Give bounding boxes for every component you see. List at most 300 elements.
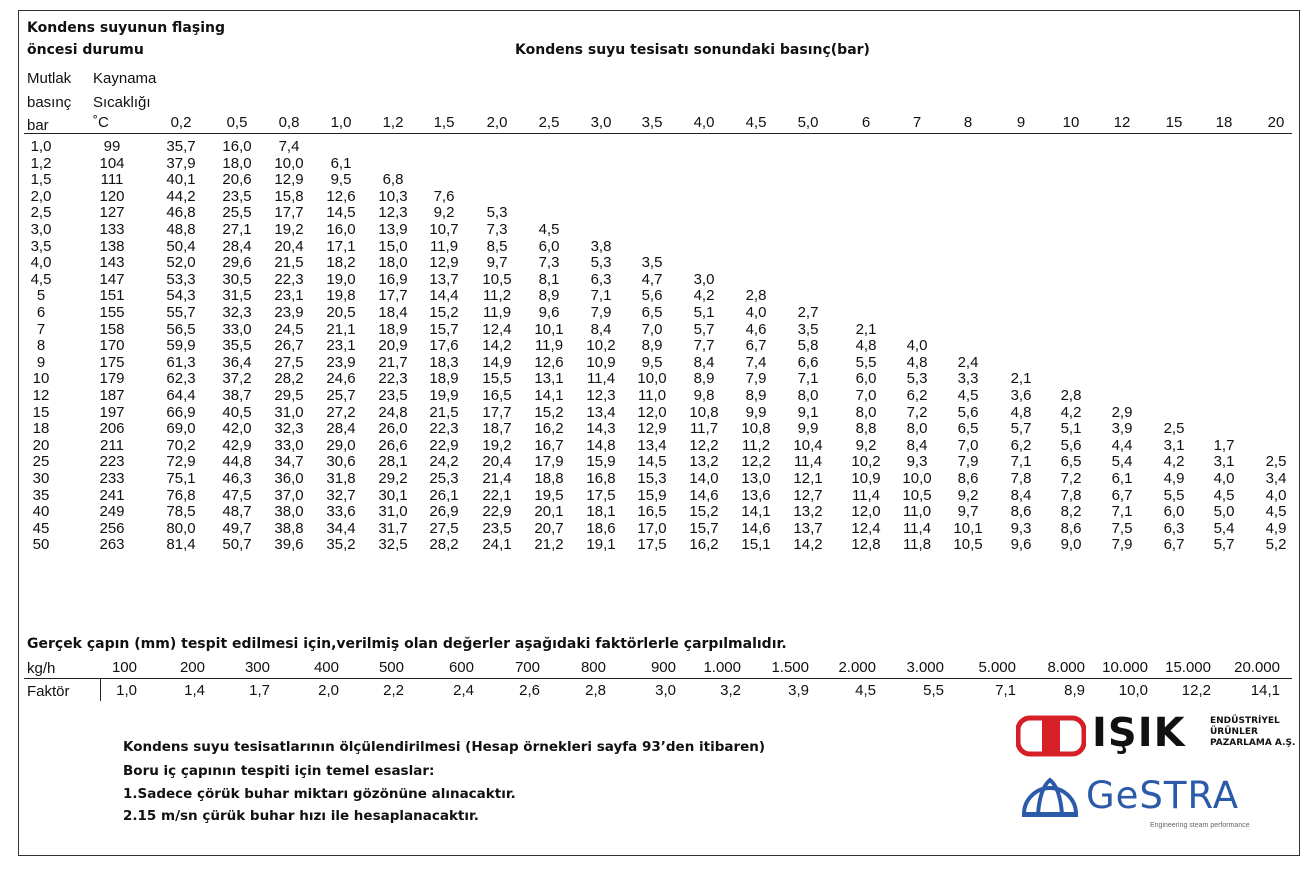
table-cell: 12,0 xyxy=(637,403,667,421)
table-cell: 21,4 xyxy=(482,470,512,487)
table-cell: 12,2 xyxy=(741,453,771,471)
table-cell: 9,2 xyxy=(957,486,979,504)
table-cell: 5,7 xyxy=(1010,420,1032,438)
row-pressure-cell: 9 xyxy=(36,353,46,371)
row-pressure-cell: 1,2 xyxy=(30,154,52,172)
factor-cell: 2,0 xyxy=(318,682,339,699)
table-cell: 8,8 xyxy=(855,420,877,438)
table-cell: 15,3 xyxy=(637,470,667,487)
table-cell: 36,4 xyxy=(222,353,252,371)
table-cell: 7,0 xyxy=(855,387,877,404)
table-cell: 14,5 xyxy=(637,453,667,471)
kaynama-label-1: Kaynama xyxy=(93,70,157,87)
flow-cell: 500 xyxy=(378,659,404,676)
table-cell: 5,6 xyxy=(957,403,979,421)
table-cell: 29,6 xyxy=(222,254,252,272)
table-cell: 14,1 xyxy=(534,387,564,404)
table-cell: 8,6 xyxy=(957,470,979,487)
row-temperature-cell: 111 xyxy=(100,171,124,189)
info-line-3: 1.Sadece çörük buhar miktarı gözönüne alınacaktır. xyxy=(123,786,516,802)
table-cell: 10,5 xyxy=(953,536,983,554)
table-cell: 18,7 xyxy=(482,420,512,438)
table-cell: 6,6 xyxy=(797,353,819,371)
table-cell: 10,9 xyxy=(586,353,616,371)
row-temperature-cell: 211 xyxy=(100,436,124,454)
pressure-column-header: 18 xyxy=(1215,114,1233,131)
table-cell: 14,3 xyxy=(586,420,616,438)
table-cell: 19,0 xyxy=(326,270,356,288)
table-cell: 66,9 xyxy=(166,403,196,421)
factor-cell: 2,4 xyxy=(453,682,474,699)
table-cell: 32,5 xyxy=(378,536,408,554)
table-cell: 3,1 xyxy=(1213,453,1235,471)
table-cell: 18,0 xyxy=(378,254,408,272)
table-cell: 22,3 xyxy=(378,370,408,388)
table-cell: 35,7 xyxy=(166,138,196,155)
factor-title: Gerçek çapın (mm) tespit edilmesi için,verilmiş olan değerler aşağıdaki faktörlerle çarpılmalıdır. xyxy=(27,636,787,652)
pressure-column-header: 7 xyxy=(912,114,922,131)
row-temperature-cell: 170 xyxy=(99,337,125,355)
table-cell: 5,0 xyxy=(1213,503,1235,521)
table-cell: 12,2 xyxy=(689,436,719,454)
table-cell: 37,2 xyxy=(222,370,252,388)
flow-cell: 1.000 xyxy=(703,659,741,676)
table-cell: 69,0 xyxy=(166,420,196,438)
row-temperature-cell: 147 xyxy=(99,270,125,288)
table-cell: 62,3 xyxy=(166,370,196,388)
table-cell: 3,4 xyxy=(1265,470,1287,487)
flow-cell: 15.000 xyxy=(1165,659,1211,676)
flow-cell: 10.000 xyxy=(1102,659,1148,676)
table-cell: 11,9 xyxy=(534,337,564,355)
table-cell: 13,2 xyxy=(689,453,719,471)
table-cell: 5,6 xyxy=(641,287,663,305)
table-cell: 4,2 xyxy=(1163,453,1185,471)
table-cell: 10,8 xyxy=(741,420,771,438)
flow-cell: 5.000 xyxy=(978,659,1016,676)
pressure-column-header: 2,0 xyxy=(486,114,508,131)
table-cell: 44,8 xyxy=(222,453,252,471)
table-cell: 4,0 xyxy=(745,304,767,321)
table-cell: 6,7 xyxy=(1163,536,1185,554)
gestra-logo xyxy=(1020,768,1280,832)
table-cell: 10,9 xyxy=(851,470,881,487)
table-cell: 9,6 xyxy=(538,304,560,321)
table-cell: 13,6 xyxy=(741,486,771,504)
table-cell: 5,7 xyxy=(1213,536,1235,554)
table-cell: 25,5 xyxy=(222,204,252,222)
flow-cell: 400 xyxy=(313,659,339,676)
kaynama-label-3: ˚C xyxy=(93,114,109,131)
table-cell: 11,2 xyxy=(482,287,512,305)
pressure-column-header: 1,0 xyxy=(330,114,352,131)
row-pressure-cell: 15 xyxy=(32,403,50,421)
table-cell: 30,6 xyxy=(326,453,356,471)
flow-cell: 600 xyxy=(448,659,474,676)
table-cell: 5,3 xyxy=(590,254,612,272)
table-cell: 30,5 xyxy=(222,270,252,288)
pressure-column-header: 1,2 xyxy=(382,114,404,131)
table-cell: 21,7 xyxy=(378,353,408,371)
table-cell: 7,1 xyxy=(1111,503,1133,521)
table-cell: 1,7 xyxy=(1213,436,1235,454)
table-cell: 5,5 xyxy=(855,353,877,371)
table-cell: 7,3 xyxy=(538,254,560,272)
table-cell: 12,9 xyxy=(429,254,459,272)
table-cell: 7,3 xyxy=(486,221,508,238)
table-cell: 38,0 xyxy=(274,503,304,521)
table-cell: 33,6 xyxy=(326,503,356,521)
table-cell: 6,1 xyxy=(1111,470,1133,487)
row-temperature-cell: 155 xyxy=(99,304,125,321)
table-cell: 15,9 xyxy=(637,486,667,504)
table-cell: 7,9 xyxy=(1111,536,1133,554)
table-cell: 6,7 xyxy=(745,337,767,355)
row-pressure-cell: 1,0 xyxy=(30,138,52,155)
table-cell: 9,3 xyxy=(1010,519,1032,537)
table-cell: 28,1 xyxy=(378,453,408,471)
table-cell: 78,5 xyxy=(166,503,196,521)
table-cell: 5,1 xyxy=(1060,420,1082,438)
table-cell: 27,1 xyxy=(222,221,252,238)
table-cell: 9,6 xyxy=(1010,536,1032,554)
table-cell: 32,3 xyxy=(274,420,304,438)
table-cell: 24,8 xyxy=(378,403,408,421)
table-cell: 72,9 xyxy=(166,453,196,471)
table-cell: 19,2 xyxy=(482,436,512,454)
table-cell: 13,7 xyxy=(429,270,459,288)
table-cell: 4,9 xyxy=(1163,470,1185,487)
row-pressure-cell: 4,5 xyxy=(30,270,52,288)
table-cell: 3,1 xyxy=(1163,436,1185,454)
table-cell: 4,2 xyxy=(1060,403,1082,421)
table-cell: 14,2 xyxy=(793,536,823,554)
table-cell: 14,4 xyxy=(429,287,459,305)
table-cell: 31,8 xyxy=(326,470,356,487)
table-cell: 28,2 xyxy=(429,536,459,554)
table-cell: 61,3 xyxy=(166,353,196,371)
table-cell: 20,4 xyxy=(482,453,512,471)
table-cell: 9,7 xyxy=(486,254,508,272)
table-cell: 2,5 xyxy=(1163,420,1185,438)
table-cell: 2,7 xyxy=(797,304,819,321)
row-temperature-cell: 127 xyxy=(99,204,125,222)
row-pressure-cell: 2,5 xyxy=(30,204,52,222)
table-cell: 25,3 xyxy=(429,470,459,487)
table-cell: 8,4 xyxy=(906,436,928,454)
table-cell: 8,9 xyxy=(693,370,715,388)
pressure-column-header: 3,5 xyxy=(641,114,663,131)
table-cell: 7,9 xyxy=(745,370,767,388)
table-cell: 6,1 xyxy=(330,154,352,172)
table-cell: 7,2 xyxy=(1060,470,1082,487)
flow-cell: 8.000 xyxy=(1047,659,1085,676)
table-cell: 15,2 xyxy=(534,403,564,421)
table-cell: 32,7 xyxy=(326,486,356,504)
gestra-tagline: Engineering steam performance xyxy=(1150,822,1250,829)
table-cell: 28,2 xyxy=(274,370,304,388)
table-cell: 17,7 xyxy=(482,403,512,421)
table-cell: 14,6 xyxy=(689,486,719,504)
row-temperature-cell: 206 xyxy=(99,420,125,438)
left-header-line2: öncesi durumu xyxy=(27,42,144,58)
table-cell: 7,0 xyxy=(957,436,979,454)
factor-cell: 2,2 xyxy=(383,682,404,699)
table-cell: 10,0 xyxy=(637,370,667,388)
pressure-column-header: 0,2 xyxy=(170,114,192,131)
table-cell: 4,2 xyxy=(693,287,715,305)
table-cell: 5,6 xyxy=(1060,436,1082,454)
table-cell: 18,8 xyxy=(534,470,564,487)
table-cell: 46,8 xyxy=(166,204,196,222)
factor-cell: 12,2 xyxy=(1181,682,1211,699)
mutlak-label-3: bar xyxy=(27,117,49,134)
table-cell: 11,4 xyxy=(851,486,881,504)
table-cell: 4,5 xyxy=(538,221,560,238)
table-cell: 14,5 xyxy=(326,204,356,222)
table-cell: 20,4 xyxy=(274,237,304,255)
row-temperature-cell: 223 xyxy=(99,453,125,471)
row-temperature-cell: 249 xyxy=(99,503,125,521)
left-header-line1: Kondens suyunun flaşing xyxy=(27,20,225,36)
table-cell: 31,5 xyxy=(222,287,252,305)
table-cell: 8,6 xyxy=(1010,503,1032,521)
mutlak-label-2: basınç xyxy=(27,94,72,111)
table-cell: 15,9 xyxy=(586,453,616,471)
table-cell: 7,8 xyxy=(1010,470,1032,487)
table-cell: 3,3 xyxy=(957,370,979,388)
table-cell: 20,7 xyxy=(534,519,564,537)
row-pressure-cell: 6 xyxy=(36,304,46,321)
table-cell: 4,8 xyxy=(855,337,877,355)
table-cell: 4,0 xyxy=(1265,486,1287,504)
table-cell: 5,8 xyxy=(797,337,819,355)
table-cell: 48,8 xyxy=(166,221,196,238)
table-cell: 46,3 xyxy=(222,470,252,487)
table-cell: 50,7 xyxy=(222,536,252,554)
table-cell: 9,9 xyxy=(797,420,819,438)
table-cell: 16,2 xyxy=(534,420,564,438)
flow-cell: 800 xyxy=(580,659,606,676)
table-cell: 6,0 xyxy=(1163,503,1185,521)
table-cell: 29,0 xyxy=(326,436,356,454)
factor-cell: 2,6 xyxy=(519,682,540,699)
table-cell: 4,0 xyxy=(906,337,928,355)
table-cell: 47,5 xyxy=(222,486,252,504)
factor-table-divider xyxy=(24,678,1292,679)
table-cell: 19,5 xyxy=(534,486,564,504)
table-cell: 70,2 xyxy=(166,436,196,454)
pressure-column-header: 6 xyxy=(861,114,871,131)
table-cell: 7,9 xyxy=(590,304,612,321)
table-cell: 23,5 xyxy=(482,519,512,537)
table-cell: 7,1 xyxy=(590,287,612,305)
factor-cell: 7,1 xyxy=(995,682,1016,699)
table-cell: 9,2 xyxy=(855,436,877,454)
factor-cell: 5,5 xyxy=(923,682,944,699)
table-cell: 12,4 xyxy=(851,519,881,537)
pressure-column-header: 0,8 xyxy=(278,114,300,131)
table-cell: 12,0 xyxy=(851,503,881,521)
table-cell: 6,3 xyxy=(1163,519,1185,537)
table-cell: 7,5 xyxy=(1111,519,1133,537)
table-cell: 40,1 xyxy=(166,171,196,189)
row-pressure-cell: 1,5 xyxy=(30,171,52,189)
table-cell: 12,8 xyxy=(851,536,881,554)
pressure-column-header: 12 xyxy=(1113,114,1131,131)
table-cell: 25,7 xyxy=(326,387,356,404)
row-temperature-cell: 175 xyxy=(99,353,125,371)
info-line-2: Boru iç çapının tespiti için temel esaslar: xyxy=(123,763,435,779)
table-cell: 18,6 xyxy=(586,519,616,537)
table-cell: 6,5 xyxy=(641,304,663,321)
table-cell: 13,0 xyxy=(741,470,771,487)
pressure-column-header: 3,0 xyxy=(590,114,612,131)
row-temperature-cell: 120 xyxy=(99,187,125,205)
factor-table-vertical-divider xyxy=(100,679,101,701)
isik-name: IŞIK xyxy=(1092,710,1186,756)
kaynama-label-2: Sıcaklığı xyxy=(93,94,151,111)
row-temperature-cell: 233 xyxy=(99,470,125,487)
table-cell: 21,5 xyxy=(274,254,304,272)
table-cell: 16,7 xyxy=(534,436,564,454)
table-cell: 56,5 xyxy=(166,320,196,338)
table-cell: 5,4 xyxy=(1111,453,1133,471)
info-line-4: 2.15 m/sn çürük buhar hızı ile hesaplanacaktır. xyxy=(123,808,479,824)
row-temperature-cell: 151 xyxy=(99,287,125,305)
pressure-column-header: 15 xyxy=(1165,114,1183,131)
table-cell: 18,0 xyxy=(222,154,252,172)
info-line-1: Kondens suyu tesisatlarının ölçülendirilmesi (Hesap örnekleri sayfa 93’den itibaren) xyxy=(123,739,766,755)
table-cell: 12,9 xyxy=(274,171,304,189)
table-cell: 11,0 xyxy=(902,503,932,521)
flow-cell: 20.000 xyxy=(1234,659,1280,676)
factor-cell: 4,5 xyxy=(855,682,876,699)
flow-cell: 700 xyxy=(514,659,540,676)
table-cell: 31,7 xyxy=(378,519,408,537)
table-cell: 9,5 xyxy=(330,171,352,189)
row-pressure-cell: 10 xyxy=(32,370,50,388)
factor-cell: 3,0 xyxy=(655,682,676,699)
table-cell: 15,2 xyxy=(429,304,459,321)
table-cell: 80,0 xyxy=(166,519,196,537)
table-cell: 27,5 xyxy=(274,353,304,371)
table-cell: 17,7 xyxy=(378,287,408,305)
table-cell: 8,9 xyxy=(641,337,663,355)
table-cell: 22,3 xyxy=(274,270,304,288)
table-cell: 2,9 xyxy=(1111,403,1133,421)
table-cell: 16,5 xyxy=(637,503,667,521)
flow-cell: 2.000 xyxy=(838,659,876,676)
row-pressure-cell: 18 xyxy=(32,420,50,438)
table-cell: 7,6 xyxy=(433,187,455,205)
table-cell: 10,5 xyxy=(482,270,512,288)
row-temperature-cell: 99 xyxy=(103,138,121,155)
table-cell: 4,5 xyxy=(1265,503,1287,521)
table-cell: 21,2 xyxy=(534,536,564,554)
table-cell: 27,2 xyxy=(326,403,356,421)
table-cell: 8,0 xyxy=(855,403,877,421)
table-cell: 18,3 xyxy=(429,353,459,371)
table-cell: 23,9 xyxy=(326,353,356,371)
table-cell: 10,0 xyxy=(274,154,304,172)
table-cell: 10,2 xyxy=(586,337,616,355)
table-cell: 26,7 xyxy=(274,337,304,355)
factor-cell: 3,9 xyxy=(788,682,809,699)
row-pressure-cell: 30 xyxy=(32,470,50,487)
table-cell: 16,2 xyxy=(689,536,719,554)
table-cell: 10,3 xyxy=(378,187,408,205)
main-header: Kondens suyu tesisatı sonundaki basınç(bar) xyxy=(515,42,870,58)
table-cell: 30,1 xyxy=(378,486,408,504)
table-cell: 76,8 xyxy=(166,486,196,504)
table-cell: 4,5 xyxy=(1213,486,1235,504)
row-pressure-cell: 35 xyxy=(32,486,50,504)
table-cell: 2,1 xyxy=(1010,370,1032,388)
table-cell: 81,4 xyxy=(166,536,196,554)
row-pressure-cell: 3,0 xyxy=(30,221,52,238)
table-cell: 12,3 xyxy=(378,204,408,222)
table-cell: 6,0 xyxy=(855,370,877,388)
table-cell: 9,0 xyxy=(1060,536,1082,554)
flow-cell: 100 xyxy=(111,659,137,676)
flow-cell: 300 xyxy=(244,659,270,676)
table-cell: 48,7 xyxy=(222,503,252,521)
table-cell: 7,1 xyxy=(797,370,819,388)
table-cell: 15,7 xyxy=(689,519,719,537)
factor-cell: 10,0 xyxy=(1118,682,1148,699)
row-temperature-cell: 158 xyxy=(99,320,125,338)
table-cell: 5,7 xyxy=(693,320,715,338)
table-cell: 8,5 xyxy=(486,237,508,255)
row-pressure-cell: 12 xyxy=(32,387,50,404)
table-cell: 26,0 xyxy=(378,420,408,438)
table-cell: 4,4 xyxy=(1111,436,1133,454)
table-cell: 37,9 xyxy=(166,154,196,172)
table-cell: 13,9 xyxy=(378,221,408,238)
table-cell: 16,5 xyxy=(482,387,512,404)
table-cell: 24,5 xyxy=(274,320,304,338)
table-cell: 11,8 xyxy=(902,536,932,554)
row-temperature-cell: 104 xyxy=(99,154,125,172)
table-cell: 2,5 xyxy=(1265,453,1287,471)
row-temperature-cell: 179 xyxy=(99,370,125,388)
table-cell: 16,9 xyxy=(378,270,408,288)
table-cell: 8,2 xyxy=(1060,503,1082,521)
table-cell: 5,2 xyxy=(1265,536,1287,554)
factor-cell: 2,8 xyxy=(585,682,606,699)
table-cell: 35,2 xyxy=(326,536,356,554)
flow-cell: 1.500 xyxy=(771,659,809,676)
factor-cell: 1,0 xyxy=(116,682,137,699)
table-cell: 8,4 xyxy=(590,320,612,338)
factor-cell: 1,7 xyxy=(249,682,270,699)
row-temperature-cell: 143 xyxy=(99,254,125,272)
table-cell: 8,6 xyxy=(1060,519,1082,537)
table-cell: 26,1 xyxy=(429,486,459,504)
table-cell: 7,4 xyxy=(745,353,767,371)
table-cell: 9,3 xyxy=(906,453,928,471)
table-cell: 22,1 xyxy=(482,486,512,504)
table-cell: 9,2 xyxy=(433,204,455,222)
table-cell: 5,3 xyxy=(486,204,508,222)
table-cell: 7,2 xyxy=(906,403,928,421)
table-cell: 8,0 xyxy=(797,387,819,404)
table-cell: 4,5 xyxy=(957,387,979,404)
factor-cell: 1,4 xyxy=(184,682,205,699)
factor-cell: 8,9 xyxy=(1064,682,1085,699)
table-cell: 35,5 xyxy=(222,337,252,355)
